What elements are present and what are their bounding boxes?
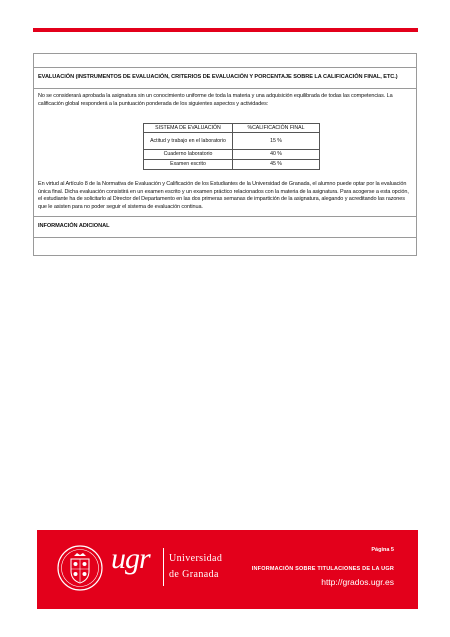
page-number: Página 5 [371, 547, 394, 553]
table-cell-percent: 45 % [233, 160, 320, 170]
ugr-logo: ugr [111, 542, 150, 575]
additional-content-row [34, 238, 416, 256]
table-header-row [144, 124, 320, 133]
table-row [144, 150, 320, 160]
table-row [144, 133, 320, 150]
spacer-row [34, 54, 416, 68]
table-row [144, 160, 320, 170]
table-cell-percent: 40 % [233, 150, 320, 160]
table-cell-percent: 15 % [233, 133, 320, 150]
university-name-line1: Universidad [169, 553, 223, 564]
additional-heading-row [34, 217, 416, 238]
evaluation-table [143, 123, 320, 170]
table-cell-system: Actitud y trabajo en el laboratorio [144, 133, 233, 150]
table-header-system: SISTEMA DE EVALUACIÓN [144, 124, 233, 133]
table-cell-system: Cuaderno laboratorio [144, 150, 233, 160]
footer-banner [37, 530, 418, 609]
evaluation-closing: En virtud al Artículo 8 de la Normativa de Evaluación y Calificación de los Estudiantes de la Universidad de Granada, el alumno puede optar por la evaluación única final. Dicha evaluación consistirá en un examen escrito y un examen práctico relacionados con la materia de la asignatura. Para acogerse a esta opción, el estudiante ha de solicitarlo al Director del Departamento en las dos primeras semanas de impartición de la asignatura, alegando y acreditando las razones que le asisten para no poder seguir el sistema de evaluación continua. [38, 181, 409, 210]
top-red-bar [33, 28, 418, 32]
info-title: INFORMACIÓN SOBRE TITULACIONES DE LA UGR [251, 566, 394, 572]
logo-divider [163, 548, 164, 586]
table-header-percent: %CALIFICACIÓN FINAL [233, 124, 320, 133]
evaluation-heading-row [34, 68, 416, 89]
university-name-line2: de Granada [169, 569, 219, 580]
additional-heading: INFORMACIÓN ADICIONAL [38, 223, 110, 229]
table-cell-system: Examen escrito [144, 160, 233, 170]
university-seal-icon [57, 545, 103, 591]
info-url-link[interactable]: http://grados.ugr.es [321, 577, 394, 587]
evaluation-intro: No se considerará aprobada la asignatura sin un conocimiento uniforme de toda la materia y una adquisición equilibrada de todas las competencias. La calificación global responderá a la puntuación ponderada de los siguientes aspectos y actividades: [38, 93, 393, 107]
evaluation-content-row [34, 89, 416, 217]
evaluation-heading: EVALUACIÓN (INSTRUMENTOS DE EVALUACIÓN, CRITERIOS DE EVALUACIÓN Y PORCENTAJE SOBRE LA CALIFICACIÓN FINAL, ETC.) [38, 74, 398, 80]
evaluation-frame [33, 53, 417, 256]
